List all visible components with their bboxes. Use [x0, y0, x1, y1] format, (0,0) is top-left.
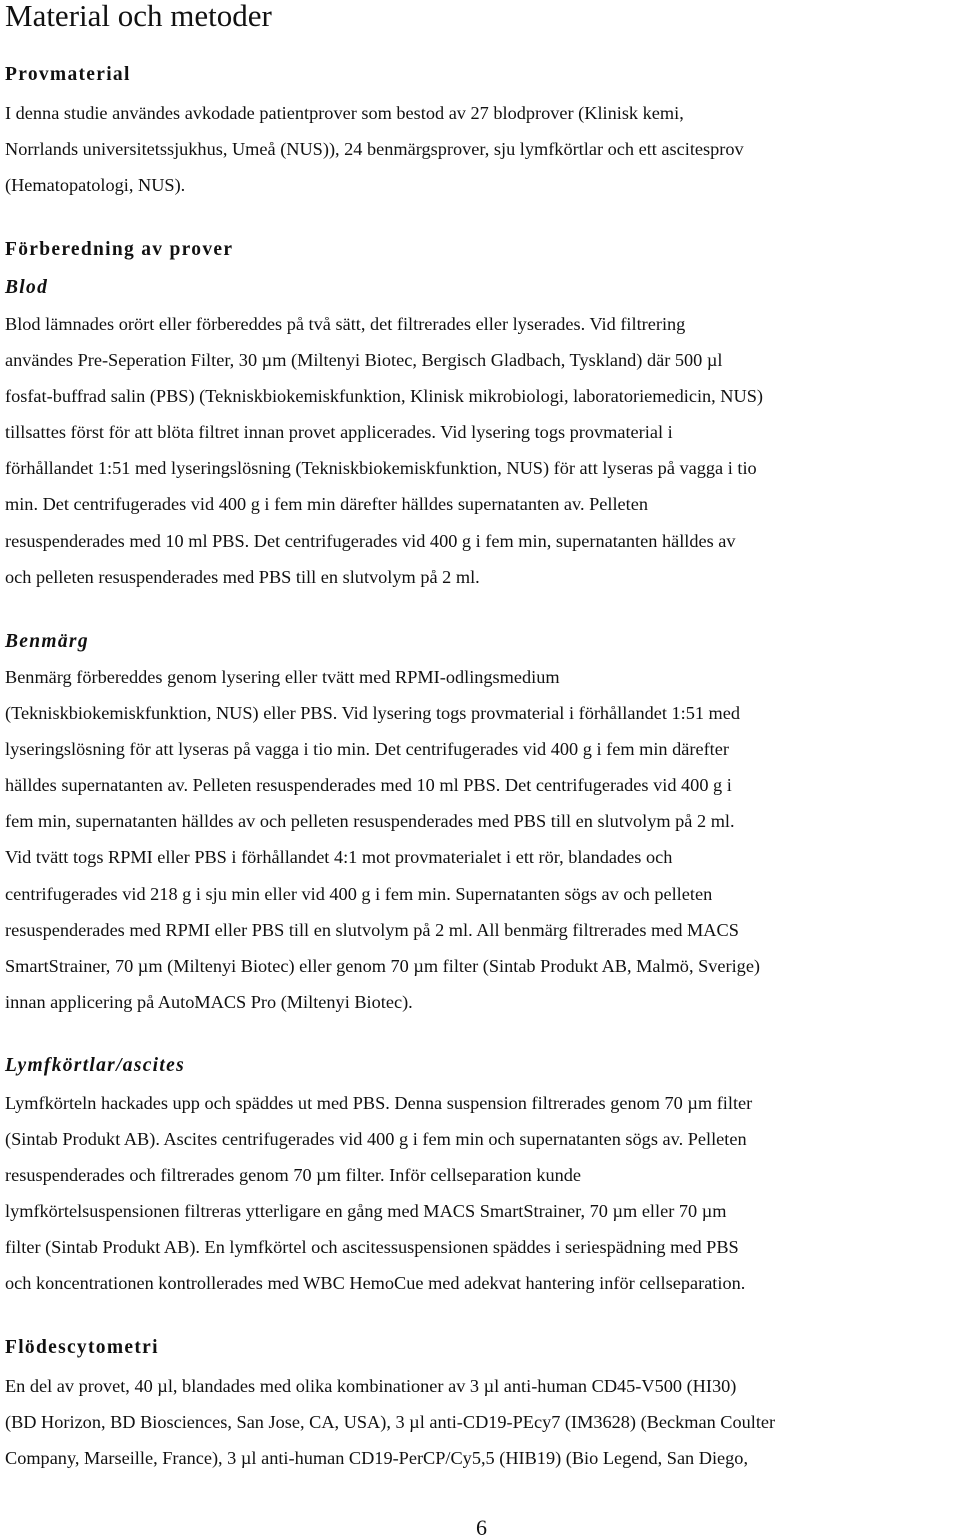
- paragraph-benmarg: [5, 667, 960, 1028]
- text-line: I denna studie användes avkodade patientprover som bestod av 27 blodprover (Klinisk kemi,: [5, 103, 684, 123]
- text-line: (Tekniskbiokemiskfunktion, NUS) eller PBS. Vid lysering togs provmaterial i förhållandet 1:51 med: [5, 703, 741, 724]
- text-line: lyseringslösning för att lyseras på vagga i tio min. Det centrifugerades vid 400 g i fem min därefter: [5, 739, 729, 760]
- text-line: innan applicering på AutoMACS Pro (Miltenyi Biotec).: [5, 991, 413, 1012]
- text-line: (BD Horizon, BD Biosciences, San Jose, CA, USA), 3 µl anti-CD19-PEcy7 (IM3628) (Beckman Coulter: [5, 1412, 776, 1433]
- text-line: SmartStrainer, 70 µm (Miltenyi Biotec) eller genom 70 µm filter (Sintab Produkt AB, Malmö, Sverige): [5, 955, 761, 976]
- text-line: fem min, supernatanten hälldes av och pelleten resuspenderades med PBS till en slutvolym på 2 ml.: [5, 811, 735, 832]
- text-line: tillsattes först för att blöta filtret innan provet applicerades. Vid lysering togs provmaterial i: [5, 422, 673, 443]
- text-line: (Sintab Produkt AB). Ascites centrifugerades vid 400 g i fem min och supernatanten sögs av. Pelleten: [5, 1129, 747, 1150]
- text-line: lymfkörtelsuspensionen filtreras ytterligare en gång med MACS SmartStrainer, 70 µm eller 70 µm: [5, 1201, 727, 1222]
- paragraph-blod: [5, 314, 960, 603]
- paragraph-flodescytometri: [5, 1376, 960, 1484]
- subheading-lymfkortlar-ascites: Lymfkörtlar/ascites: [5, 1055, 185, 1076]
- subheading-blod: Blod: [5, 277, 49, 298]
- text-line: Benmärg förbereddes genom lysering eller tvätt med RPMI-odlingsmedium: [5, 667, 560, 687]
- section-heading-flodescytometri: Flödescytometri: [5, 1337, 159, 1358]
- text-line: användes Pre-Seperation Filter, 30 µm (Miltenyi Biotec, Bergisch Gladbach, Tyskland) där 500 µl: [5, 350, 723, 371]
- text-line: En del av provet, 40 µl, blandades med olika kombinationer av 3 µl anti-human CD45-V500 (HI30): [5, 1376, 737, 1396]
- text-line: Vid tvätt togs RPMI eller PBS i förhållandet 4:1 mot provmaterialet i ett rör, blandades och: [5, 847, 673, 868]
- text-line: och koncentrationen kontrollerades med WBC HemoCue med adekvat hantering inför cellseparation.: [5, 1273, 746, 1294]
- text-line: Company, Marseille, France), 3 µl anti-human CD19-PerCP/Cy5,5 (HIB19) (Bio Legend, San Diego,: [5, 1448, 749, 1469]
- text-line: Lymfkörteln hackades upp och späddes ut med PBS. Denna suspension filtrerades genom 70 µm filter: [5, 1093, 753, 1113]
- subheading-benmarg: Benmärg: [5, 631, 89, 652]
- text-line: filter (Sintab Produkt AB). En lymfkörtel och ascitessuspensionen späddes i seriespädning med PBS: [5, 1237, 739, 1258]
- text-line: fosfat-buffrad salin (PBS) (Tekniskbiokemiskfunktion, Klinisk mikrobiologi, laboratoriemedicin, NUS): [5, 386, 763, 407]
- text-line: (Hematopatologi, NUS).: [5, 175, 186, 196]
- text-line: och pelleten resuspenderades med PBS till en slutvolym på 2 ml.: [5, 566, 480, 587]
- text-line: resuspenderades och filtrerades genom 70 µm filter. Inför cellseparation kunde: [5, 1165, 582, 1186]
- text-line: min. Det centrifugerades vid 400 g i fem min därefter hälldes supernatanten av. Pelleten: [5, 494, 649, 515]
- text-line: resuspenderades med 10 ml PBS. Det centrifugerades vid 400 g i fem min, supernatanten hälldes av: [5, 530, 736, 551]
- text-line: hälldes supernatanten av. Pelleten resuspenderades med 10 ml PBS. Det centrifugerades vid 400 g i: [5, 775, 732, 796]
- text-line: förhållandet 1:51 med lyseringslösning (Tekniskbiokemiskfunktion, NUS) för att lyseras på vagga i tio: [5, 458, 757, 479]
- section-heading-provmaterial: Provmaterial: [5, 64, 131, 85]
- page-number: 6: [476, 1515, 487, 1540]
- paragraph-provmaterial: [5, 103, 960, 211]
- section-heading-forberedning: Förberedning av prover: [5, 239, 234, 260]
- text-line: resuspenderades med RPMI eller PBS till en slutvolym på 2 ml. All benmärg filtrerades med MACS: [5, 919, 739, 940]
- text-line: Blod lämnades orört eller förbereddes på två sätt, det filtrerades eller lyserades. Vid filtrering: [5, 314, 686, 334]
- page-title: Material och metoder: [5, 0, 272, 33]
- paragraph-lymfkortlar-ascites: [5, 1093, 960, 1310]
- text-line: Norrlands universitetssjukhus, Umeå (NUS)), 24 benmärgsprover, sju lymfkörtlar och ett ascitesprov: [5, 139, 744, 160]
- text-line: centrifugerades vid 218 g i sju min eller vid 400 g i fem min. Supernatanten sögs av och pelleten: [5, 883, 713, 904]
